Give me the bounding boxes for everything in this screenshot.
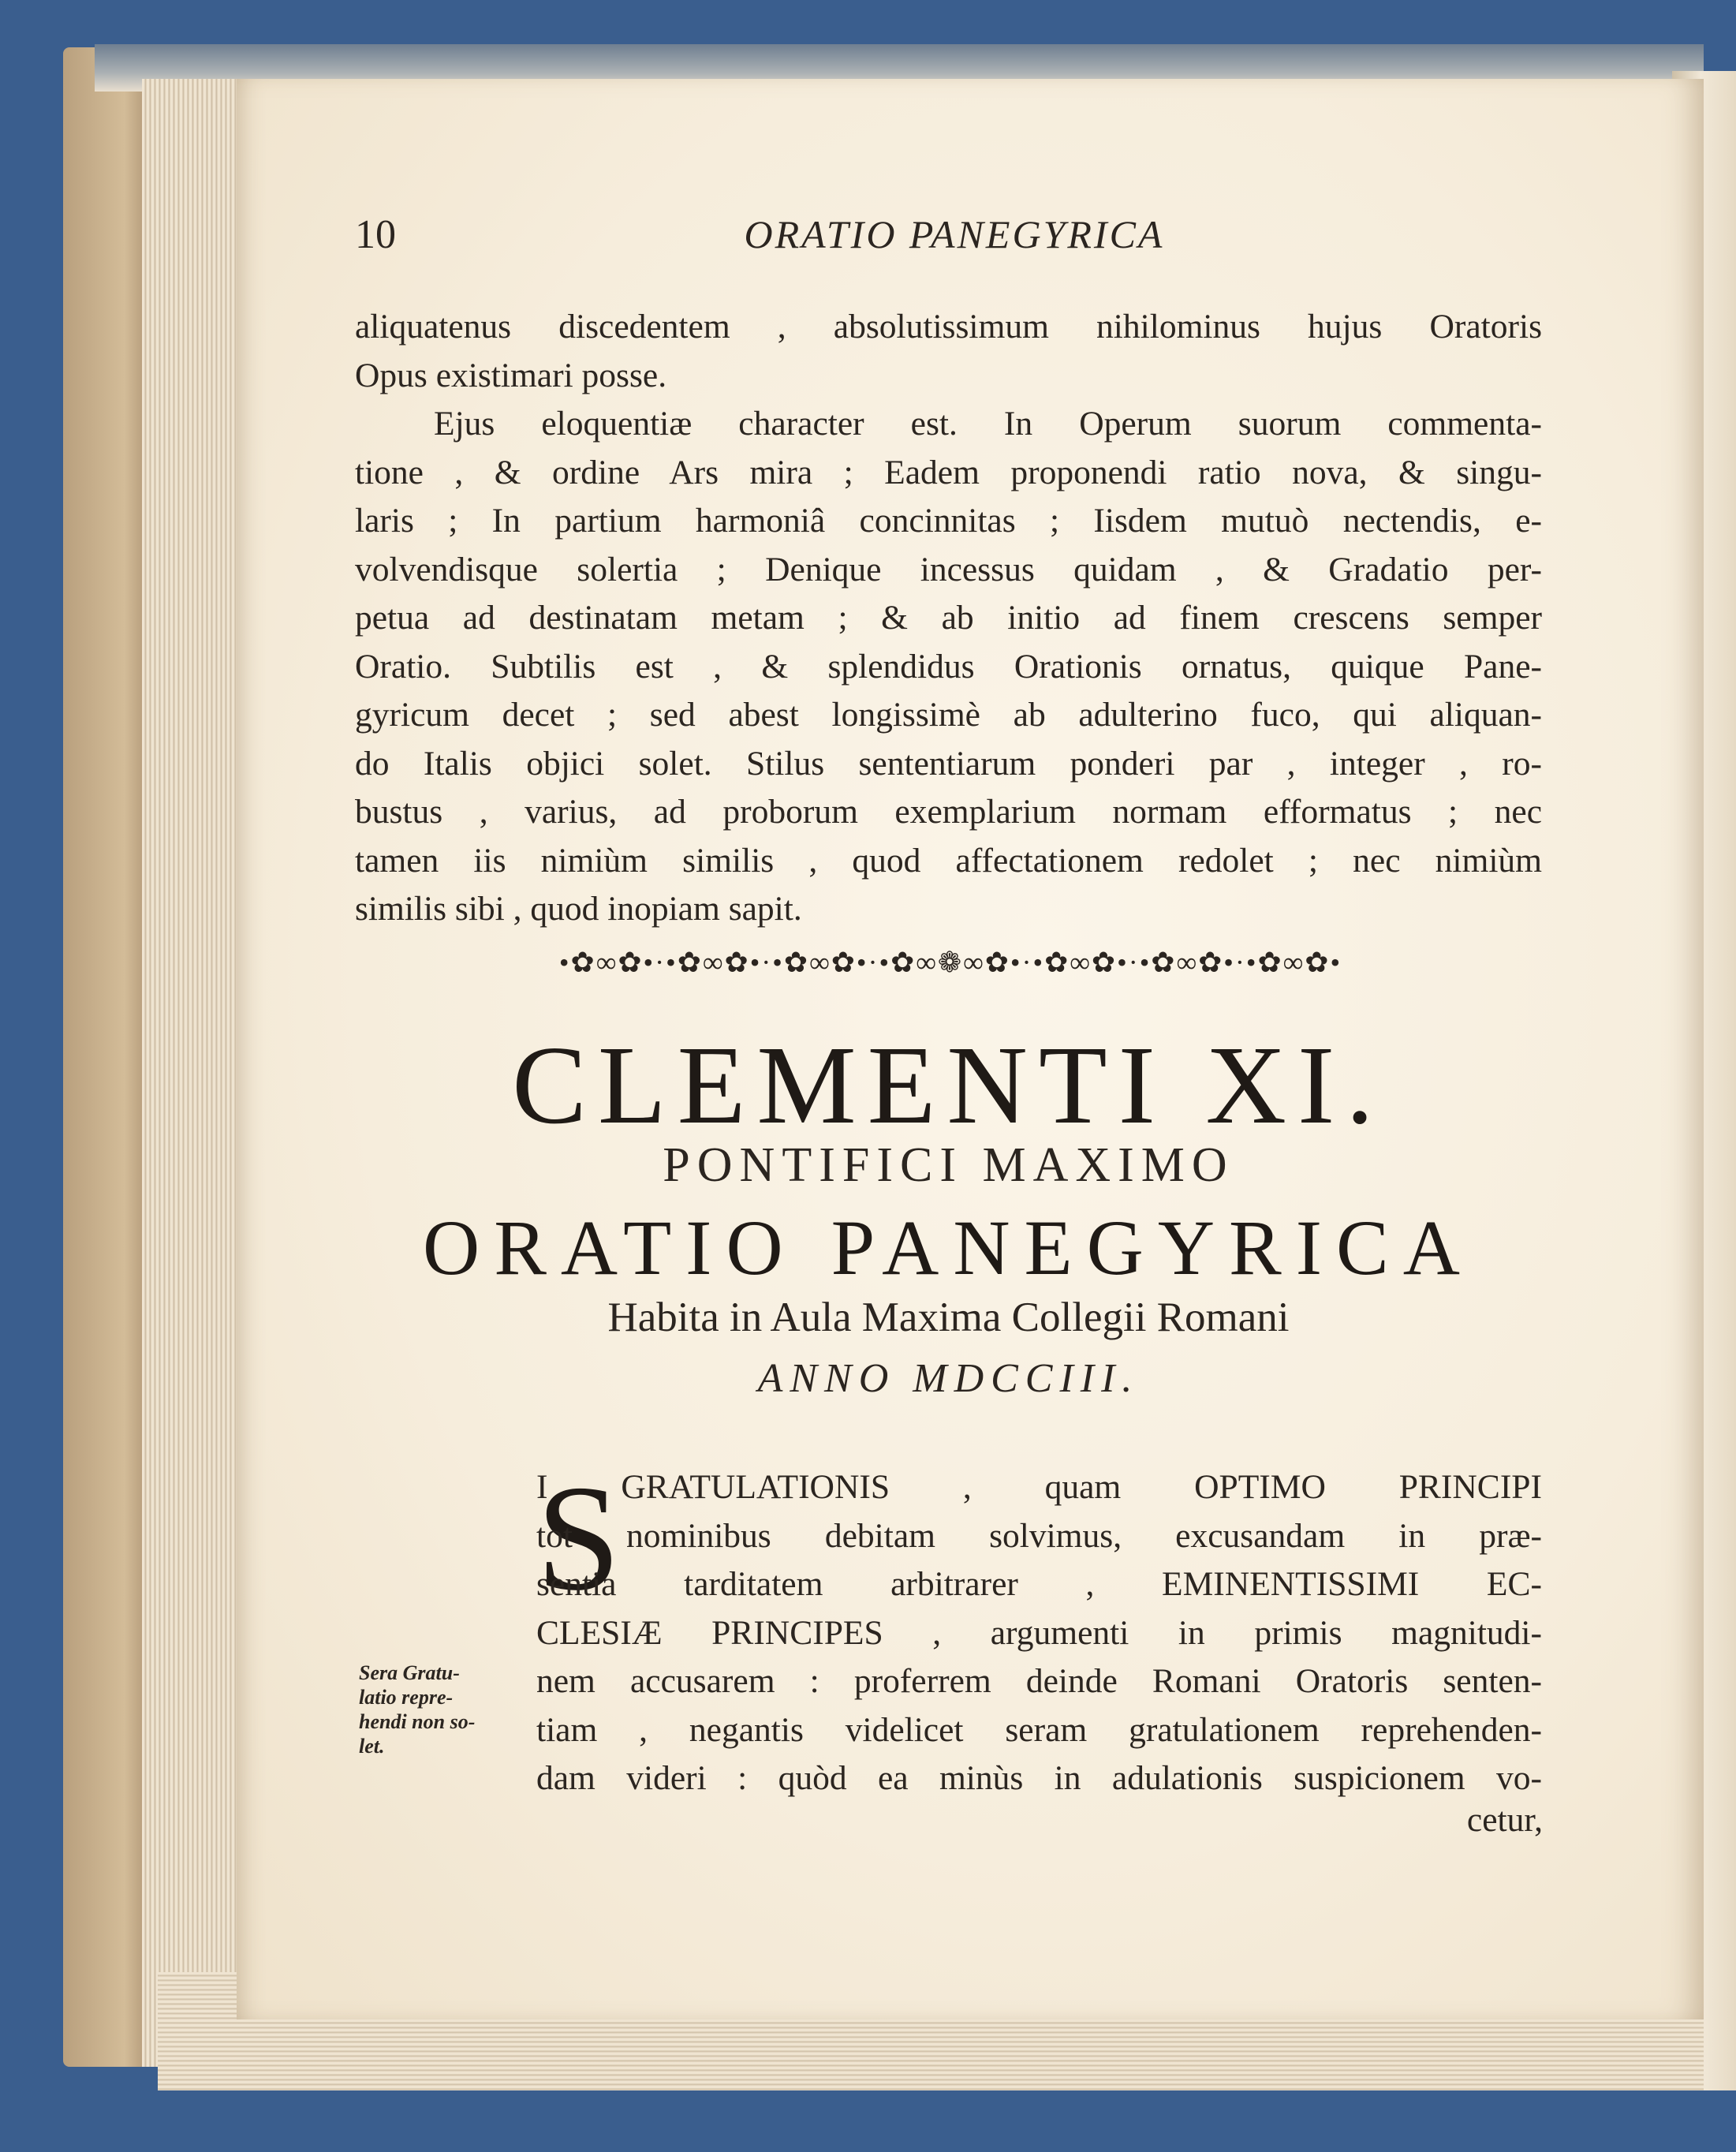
text-line: tiam , negantis videlicet seram gratulationem reprehenden- [536, 1710, 1542, 1749]
text-line: I GRATULATIONIS , quam OPTIMO PRINCIPI [536, 1468, 1542, 1506]
title-habita: Habita in Aula Maxima Collegii Romani [607, 1295, 1290, 1340]
title-pontifici: PONTIFICI MAXIMO [663, 1138, 1234, 1192]
text-line: tot nominibus debitam solvimus, excusandam in præ- [536, 1516, 1542, 1555]
page-number: 10 [355, 212, 396, 257]
paragraph-1 [355, 303, 1542, 400]
text-line: tamen iis nimiùm similis , quod affectationem redolet ; nec nimiùm [355, 841, 1542, 880]
paragraph-2 [355, 400, 1542, 934]
text-line: aliquatenus discedentem , absolutissimum nihilominus hujus Oratoris [355, 308, 1542, 346]
oration-body [355, 1454, 1542, 1803]
text-line: petua ad destinatam metam ; & ab initio ad finem crescens semper [355, 599, 1542, 637]
text-line: tione , & ordine Ars mira ; Eadem proponendi ratio nova, & singu- [355, 453, 1542, 491]
marginal-line: Sera Gratu- [359, 1661, 460, 1684]
decorative-border-ornament: •✿∞✿•·•✿∞✿•·•✿∞✿•·•✿∞❁∞✿•·•✿∞✿•·•✿∞✿•·•✿∞✿• [558, 947, 1342, 978]
running-head [355, 211, 1554, 267]
catchword: cetur, [1466, 1801, 1543, 1839]
marginal-line: latio repre- [359, 1686, 454, 1709]
text-line: dam videri : quòd ea minùs in adulationis suspicionem vo- [536, 1759, 1542, 1797]
marginal-line: let. [359, 1735, 385, 1758]
text-line: do Italis objici solet. Stilus sententiarum ponderi par , integer , ro- [355, 744, 1542, 783]
text-line: sentia tarditatem arbitrarer , EMINENTISSIMI EC- [536, 1565, 1542, 1603]
text-line: similis sibi , quod inopiam sapit. [355, 890, 802, 928]
running-head-title: ORATIO PANEGYRICA [744, 212, 1165, 256]
title-oratio: ORATIO PANEGYRICA [423, 1204, 1474, 1291]
title-clementi: CLEMENTI XI. [512, 1022, 1385, 1147]
text-line: gyricum decet ; sed abest longissimè ab adulterino fuco, qui aliquan- [355, 696, 1542, 734]
text-line: CLESIÆ PRINCIPES , argumenti in primis magnitudi- [536, 1613, 1542, 1652]
text-line: Opus existimari posse. [355, 356, 667, 394]
text-line: Oratio. Subtilis est , & splendidus Orationis ornatus, quique Pane- [355, 647, 1542, 686]
text-line: volvendisque solertia ; Denique incessus quidam , & Gradatio per- [355, 550, 1542, 588]
text-line: bustus , varius, ad proborum exemplarium normam efformatus ; nec [355, 793, 1542, 831]
marginal-note [359, 1661, 521, 1758]
text-line: Ejus eloquentiæ character est. In Operum suorum commenta- [434, 405, 1542, 443]
text-line: nem accusarem : proferrem deinde Romani Oratoris senten- [536, 1662, 1542, 1700]
marginal-line: hendi non so- [359, 1710, 476, 1733]
drop-capital: S [536, 1454, 621, 1622]
text-line: laris ; In partium harmoniâ concinnitas ; Iisdem mutuò nectendis, e- [355, 502, 1542, 540]
title-year: ANNO MDCCIII. [757, 1356, 1140, 1401]
